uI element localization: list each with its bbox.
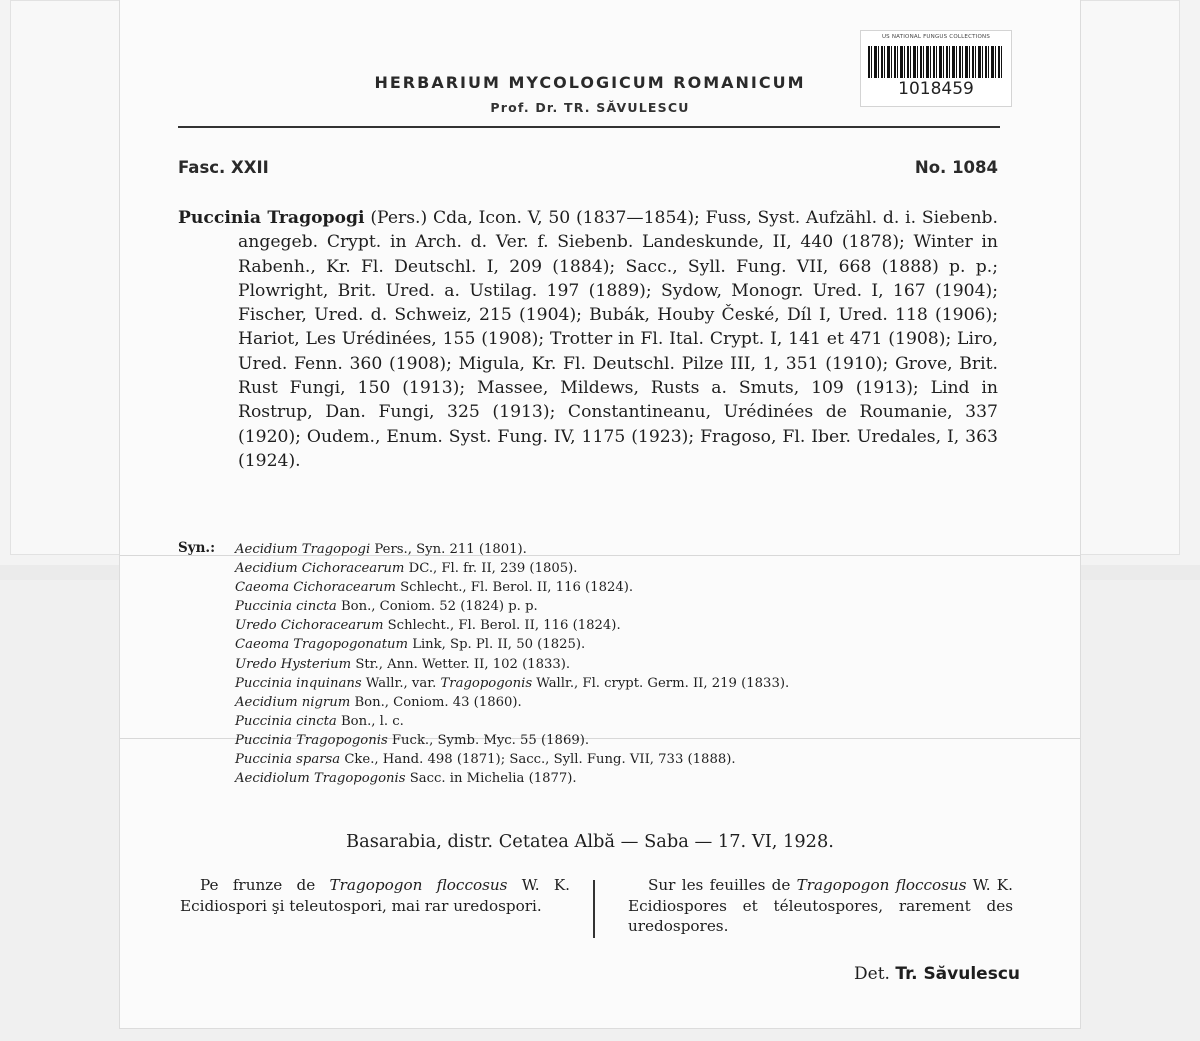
- list-item: [235, 655, 1010, 674]
- taxon-name: Puccinia Tragopogi: [178, 208, 365, 228]
- taxon-citation: [178, 206, 998, 473]
- list-item: [235, 693, 1010, 712]
- synonym-name: Puccinia sparsa: [235, 752, 341, 768]
- synonyms-label: Syn.:: [178, 540, 216, 556]
- synonym-reference: Cke., Hand. 498 (1871); Sacc., Syll. Fung. VII, 733 (1888).: [340, 752, 736, 768]
- synonym-name: Puccinia cincta: [235, 713, 337, 729]
- synonym-reference: DC., Fl. fr. II, 239 (1805).: [404, 561, 578, 577]
- synonym-reference: Link, Sp. Pl. II, 50 (1825).: [408, 637, 586, 653]
- synonym-reference: Pers., Syn. 211 (1801).: [370, 542, 527, 557]
- host-name: Tragopogon floccosus: [329, 876, 508, 894]
- host-description-french: [628, 875, 1013, 937]
- host-name: Tragopogon floccosus: [796, 876, 967, 894]
- list-item: [235, 597, 1010, 616]
- synonym-list: [235, 540, 1010, 788]
- synonym-reference: Schlecht., Fl. Berol. II, 116 (1824).: [383, 618, 621, 634]
- herbarium-label: [120, 0, 1080, 1028]
- host-description-romanian: [180, 875, 570, 916]
- list-item: [235, 750, 1010, 769]
- synonym-name: Aecidium nigrum: [235, 694, 351, 710]
- synonym-reference: Sacc. in Michelia (1877).: [405, 771, 577, 787]
- specimen-number: No. 1084: [914, 158, 998, 177]
- locality: Basarabia, distr. Cetatea Albă — Saba — 17. VI, 1928.: [346, 831, 834, 852]
- citation-text: (Pers.) Cda, Icon. V, 50 (1837—1854); Fuss, Syst. Aufzähl. d. i. Siebenb. angegeb. Crypt. in Arch. d. Ver. f. Siebenb. Landeskunde, II, 440 (1878); Winter in Rabenh., Kr. Fl. Deutschl. I, 209 (1884); Sacc., Syll. Fung. VII, 668 (1888) p. p.; Plowright, Brit. Ured. a. Ustilag. 197 (1889); Sydow, Monogr. Ured. I, 167 (1904); Fischer, Ured. d. Schweiz, 215 (1904); Bubák, Houby České, Díl I, Ured. 118 (1906); Hariot, Les Urédinées, 155 (1908); Trotter in Fl. Ital. Crypt. I, 141 et 471 (1908); Liro, Ured. Fenn. 360 (1908); Migula, Kr. Fl. Deutschl. Pilze III, 1, 351 (1910); Grove, Brit. Rust Fungi, 150 (1913); Massee, Mildews, Rusts a. Smuts, 109 (1913); Lind in Rostrup, Dan. Fungi, 325 (1913); Constantineanu, Urédinées de Roumanie, 337 (1920); Oudem., Enum. Syst. Fung. IV, 1175 (1923); Fragoso, Fl. Iber. Uredales, I, 363 (1924).: [238, 208, 998, 471]
- synonym-reference: Schlecht., Fl. Berol. II, 116 (1824).: [395, 580, 634, 596]
- synonym-reference: Bon., l. c.: [336, 713, 404, 729]
- synonym-variety-name: Tragopogonis: [440, 675, 533, 691]
- synonym-name: Aecidium Cichoracearum: [235, 561, 405, 577]
- fascicle: Fasc. XXII: [178, 158, 269, 177]
- column-divider: [593, 880, 595, 938]
- synonym-name: Puccinia Tragopogonis: [235, 732, 388, 748]
- synonym-name: Aecidium Tragopogi: [235, 542, 371, 557]
- list-item: [235, 559, 1010, 578]
- list-item: [235, 540, 1010, 559]
- synonym-name: Puccinia inquinans: [235, 675, 362, 691]
- synonym-name: Caeoma Tragopogonatum: [235, 637, 409, 653]
- synonym-reference: Wallr., Fl. crypt. Germ. II, 219 (1833).: [532, 675, 790, 691]
- host-suffix: W. K. Ecidiospores et téleutospores, rarement des uredospores.: [628, 876, 1013, 936]
- synonym-reference: Bon., Coniom. 43 (1860).: [350, 694, 522, 710]
- barcode-number: 1018459: [898, 79, 974, 99]
- list-item: [235, 769, 1010, 788]
- synonym-name: Aecidiolum Tragopogonis: [235, 771, 406, 787]
- list-item: [235, 731, 1010, 750]
- barcode-caption: US NATIONAL FUNGUS COLLECTIONS: [881, 34, 991, 40]
- header-rule: [178, 126, 1000, 128]
- host-prefix: Sur les feuilles de: [648, 876, 797, 894]
- list-item: [235, 578, 1010, 597]
- list-item: [235, 635, 1010, 654]
- list-item: [235, 712, 1010, 731]
- barcode-label: [860, 30, 1012, 107]
- determiner-name: Tr. Săvulescu: [895, 964, 1020, 984]
- host-prefix: Pe frunze de: [200, 876, 330, 894]
- synonym-name: Caeoma Cichoracearum: [235, 580, 396, 596]
- herbarium-subtitle: Prof. Dr. TR. SĂVULESCU: [490, 100, 690, 115]
- list-item: [235, 674, 1010, 693]
- synonym-name: Uredo Cichoracearum: [235, 618, 384, 634]
- synonym-name: Uredo Hysterium: [235, 656, 352, 672]
- determiner: [854, 964, 1020, 984]
- synonym-reference: Wallr., var.: [361, 675, 441, 691]
- synonym-reference: Str., Ann. Wetter. II, 102 (1833).: [351, 656, 571, 672]
- herbarium-title: HERBARIUM MYCOLOGICUM ROMANICUM: [374, 73, 806, 92]
- list-item: [235, 616, 1010, 635]
- host-suffix: W. K. Ecidiospori şi teleutospori, mai rar uredospori.: [180, 876, 571, 915]
- synonym-name: Puccinia cincta: [235, 599, 337, 615]
- synonym-reference: Bon., Coniom. 52 (1824) p. p.: [336, 599, 538, 615]
- determiner-prefix: Det.: [854, 964, 890, 984]
- synonym-reference: Fuck., Symb. Myc. 55 (1869).: [387, 732, 590, 748]
